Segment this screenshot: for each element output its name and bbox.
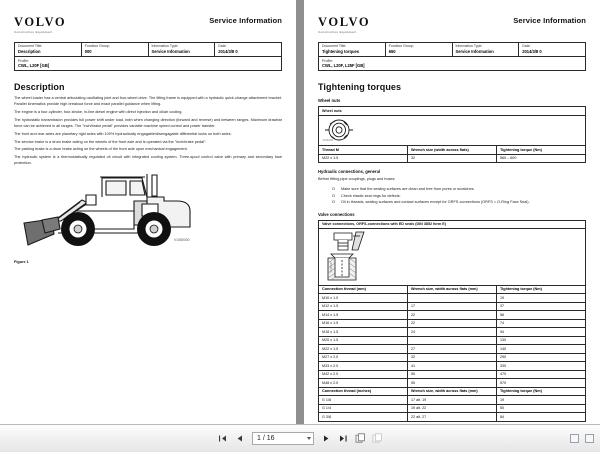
- table-row: [319, 115, 586, 146]
- description-paragraph: The front and rear axles are planetary rigid axles with 100% hydraulically engagable/disengagable differential locks on both axles.: [14, 131, 232, 136]
- page-number-value[interactable]: 1 / 16: [257, 434, 275, 442]
- column-header: Wrench size, width across flats (mm): [408, 387, 497, 396]
- meta-cell-information-type: [148, 42, 215, 56]
- page-title: Description: [14, 82, 65, 93]
- description-paragraph: The hydraulic system is a thermostatically regulated oil circuit with integrated cooling system. Three-spool control valve with primary and secondary fuse protection.: [14, 155, 282, 166]
- list-item: [318, 199, 586, 205]
- cell-thread: M14 x 1.5: [319, 311, 408, 320]
- meta-label: Profile:: [18, 58, 29, 63]
- list-item-label: Oil in threads, sealing surfaces and contact surfaces except for ORFS-connections (ORFS = O-Ring Face Seal).: [341, 200, 530, 205]
- figure-caption: Figure 1: [14, 260, 29, 265]
- meta-value: Service Information: [151, 48, 190, 54]
- valve-diagram-cell: [319, 229, 586, 286]
- cell-thread: M27 x 2.0: [319, 353, 408, 362]
- wheel-nuts-table: [318, 106, 586, 163]
- last-page-icon: [339, 434, 348, 443]
- description-paragraph: The wheel loader has a central articulating oscillating joint and four-wheel drive. The lifting frame is equipped with a hydraulic quick-change attachment bracket. Parallel kinematics provide high breakout force and exact parallel guidance when lifting.: [14, 96, 282, 107]
- table-row: [319, 57, 586, 71]
- cell-wrench-size: 55: [408, 379, 497, 388]
- meta-label: Profile:: [322, 58, 333, 63]
- meta-cell-document-title: [319, 42, 386, 56]
- table-row: [319, 220, 586, 229]
- cell-thread: M22 x 1.5: [319, 154, 408, 163]
- table-row: [319, 370, 586, 379]
- table-row: [319, 229, 586, 286]
- cell-torque: 140: [497, 345, 586, 354]
- hydraulic-intro: Before fitting pipe couplings, plugs and hoses:: [318, 177, 396, 182]
- volvo-tagline: Construction Equipment: [14, 30, 53, 34]
- column-header: Tightening torque (Nm): [497, 146, 586, 155]
- cell-wrench-size: [408, 294, 497, 303]
- cell-thread: M16 x 1.5: [319, 319, 408, 328]
- table-row: [319, 379, 586, 388]
- list-item-label: Check elastic seal rings for defects.: [341, 193, 401, 198]
- cell-wrench-size: 22: [408, 311, 497, 320]
- volvo-brand-right: [318, 16, 370, 34]
- cell-torque: 570: [497, 379, 586, 388]
- column-header: Wrench size (width across flats): [408, 146, 497, 155]
- cell-torque: 19: [497, 396, 586, 405]
- document-meta-table-left: [14, 42, 282, 71]
- column-header: Tightening torque (Nm): [497, 285, 586, 294]
- volvo-tagline: Construction Equipment: [318, 30, 357, 34]
- meta-label: Document Title:: [18, 44, 43, 49]
- table-row: [319, 413, 586, 422]
- cell-thread: M22 x 1.5: [319, 345, 408, 354]
- cell-torque: 56: [497, 311, 586, 320]
- meta-value: Service Information: [455, 48, 494, 54]
- column-header: Connection thread (inches): [319, 387, 408, 396]
- description-paragraph: The parking brake is a drum brake acting on the wheels of the front axle upon mechanical engagement.: [14, 147, 188, 152]
- table-row: [319, 294, 586, 303]
- cell-thread: M18 x 1.5: [319, 328, 408, 337]
- meta-label: Date:: [218, 44, 227, 49]
- wheel-front-icon: [61, 212, 95, 246]
- hydraulic-connections-heading: Hydraulic connections, general: [318, 169, 381, 175]
- meta-cell-function-group: [81, 42, 148, 56]
- volvo-brand-left: [14, 16, 66, 34]
- chevron-down-icon[interactable]: [307, 437, 311, 440]
- page-header-right: [318, 16, 586, 34]
- cell-torque: 84: [497, 413, 586, 422]
- next-page-button[interactable]: [320, 432, 333, 445]
- meta-value: 000: [84, 48, 92, 54]
- wheel-rear-icon: [137, 212, 171, 246]
- volvo-logo: VOLVO: [14, 15, 67, 29]
- table-row: [319, 345, 586, 354]
- cell-torque: 330: [497, 362, 586, 371]
- table-row: [319, 107, 586, 116]
- meta-cell-date: [215, 42, 282, 56]
- cell-torque: 130: [497, 336, 586, 345]
- valve-connection-diagram-icon: [322, 230, 392, 282]
- table-row: [319, 353, 586, 362]
- list-item-label: Make sure that the sealing surfaces are clean and free from pores or scratches.: [341, 187, 475, 192]
- meta-label: Document Title:: [322, 44, 347, 49]
- volvo-logo: VOLVO: [318, 15, 371, 29]
- cell-wrench-size: 27: [408, 345, 497, 354]
- column-header: Wrench size, width across flats (mm): [408, 285, 497, 294]
- cell-thread: G 3/8: [319, 413, 408, 422]
- cell-torque: 560 – 600: [497, 154, 586, 163]
- cell-wrench-size: 24: [408, 328, 497, 337]
- cell-thread: M10 x 1.0: [319, 294, 408, 303]
- meta-cell-profile: [319, 57, 586, 71]
- view-mode-group: [570, 434, 594, 443]
- bullet-marker-icon: O: [332, 187, 335, 192]
- cell-torque: 19: [497, 294, 586, 303]
- wheel-loader-icon: [14, 171, 282, 247]
- meta-value: Tightening torques: [322, 48, 359, 54]
- cell-thread: M42 x 2.0: [319, 370, 408, 379]
- cell-torque: 37: [497, 302, 586, 311]
- wheel-nuts-heading: Wheel nuts: [318, 98, 341, 104]
- cell-wrench-size: 17 alt. 19: [408, 396, 497, 405]
- copy-page-icon: [355, 433, 366, 444]
- meta-label: Function Group:: [388, 44, 414, 49]
- cell-wrench-size: 17: [408, 302, 497, 311]
- cell-thread: M12 x 1.5: [319, 302, 408, 311]
- meta-value: CWL, L20F, L25F [GB]: [322, 62, 365, 68]
- first-page-button[interactable]: [216, 432, 229, 445]
- page-title: Tightening torques: [318, 82, 402, 93]
- meta-value: CWL, L20F [GB]: [18, 62, 50, 68]
- next-page-icon: [322, 434, 331, 443]
- cell-wrench-size: 32: [408, 353, 497, 362]
- meta-value: Description: [18, 48, 41, 54]
- table-row: [15, 57, 282, 71]
- cell-torque: 50: [497, 404, 586, 413]
- table-row: [319, 362, 586, 371]
- cell-thread: M20 x 1.5: [319, 336, 408, 345]
- column-header: Thread M: [319, 146, 408, 155]
- hydraulic-bullet-list: [318, 186, 586, 205]
- document-meta-table-right: [318, 42, 586, 71]
- cell-wrench-size: 19 alt. 22: [408, 404, 497, 413]
- table-row: [319, 396, 586, 405]
- wheel-nut-icon: [322, 117, 356, 143]
- wheel-nut-image-cell: [319, 115, 586, 146]
- table-row: [319, 328, 586, 337]
- single-page-view-icon[interactable]: [570, 434, 579, 443]
- copy-page-button[interactable]: [354, 432, 367, 445]
- meta-label: Information Type:: [455, 44, 483, 49]
- meta-cell-function-group: [385, 42, 452, 56]
- bullet-marker-icon: O: [332, 193, 335, 198]
- meta-cell-document-title: [15, 42, 82, 56]
- column-header: Connection thread (mm): [319, 285, 408, 294]
- table-caption: Valve connections, ORFS-connections with ED seals (DIN 3852 form E): [319, 220, 586, 229]
- previous-page-button[interactable]: [233, 432, 246, 445]
- copy-alt-icon: [372, 433, 383, 444]
- copy-alt-button[interactable]: [371, 432, 384, 445]
- dual-page-view-icon[interactable]: [585, 434, 594, 443]
- bullet-marker-icon: O: [332, 200, 335, 205]
- meta-cell-profile: [15, 57, 282, 71]
- meta-label: Date:: [522, 44, 531, 49]
- last-page-button[interactable]: [337, 432, 350, 445]
- meta-value: 2014/3/8 0: [522, 48, 542, 54]
- cell-wrench-size: 50: [408, 370, 497, 379]
- cell-torque: 290: [497, 353, 586, 362]
- cell-torque: 470: [497, 370, 586, 379]
- meta-value: 2014/3/8 0: [218, 48, 238, 54]
- cell-torque: 94: [497, 328, 586, 337]
- table-row: [319, 311, 586, 320]
- cell-thread: M48 x 2.0: [319, 379, 408, 388]
- column-header: Tightening torque (Nm): [497, 387, 586, 396]
- table-row: [319, 42, 586, 56]
- previous-page-icon: [235, 434, 244, 443]
- table-row: [319, 336, 586, 345]
- table-row: [15, 42, 282, 56]
- description-paragraph: The hydrostatic transmission provides full power shift under load, both when changing direction (forward and reverse) and between ranges. Maximum drawbar force can be achieved in all ranges. The "inch/brake pedal" provides variable machine speed control and power transfer.: [14, 117, 282, 128]
- table-caption: Wheel nuts: [319, 107, 586, 116]
- valve-connections-table: [318, 220, 586, 422]
- meta-value: 650: [388, 48, 396, 54]
- meta-label: Function Group:: [84, 44, 110, 49]
- cell-wrench-size: 32: [408, 154, 497, 163]
- cell-thread: M33 x 2.0: [319, 362, 408, 371]
- service-information-label: Service Information: [513, 16, 586, 25]
- table-row: [319, 302, 586, 311]
- document-page-left[interactable]: [0, 0, 296, 424]
- meta-cell-date: [519, 42, 586, 56]
- table-row: [319, 404, 586, 413]
- cell-torque: 74: [497, 319, 586, 328]
- meta-label: Information Type:: [151, 44, 179, 49]
- figure-watermark: V1080000: [174, 238, 190, 243]
- valve-connections-heading: Valve connections: [318, 211, 355, 217]
- viewer-toolbar: [0, 424, 600, 452]
- svg-text:V1064321: V1064321: [322, 138, 334, 142]
- page-navigation-group: [0, 432, 600, 445]
- cell-wrench-size: 41: [408, 362, 497, 371]
- table-row: [319, 146, 586, 155]
- table-row: [319, 154, 586, 163]
- cell-thread: G 1/8: [319, 396, 408, 405]
- cell-wrench-size: 22: [408, 319, 497, 328]
- meta-cell-information-type: [452, 42, 519, 56]
- first-page-icon: [218, 434, 227, 443]
- description-paragraph: The service brake is a drum brake acting on the wheels of the front axle and is operated via the "inch/brake pedal".: [14, 139, 207, 144]
- table-row: [319, 387, 586, 396]
- page-number-input[interactable]: [252, 432, 314, 445]
- page-header-left: [14, 16, 282, 34]
- cell-thread: G 1/4: [319, 404, 408, 413]
- table-row: [319, 319, 586, 328]
- description-paragraph: The engine is a four-cylinder, four-stroke, in-line diesel engine with direct injection and oil/air cooling.: [14, 110, 183, 115]
- cell-wrench-size: [408, 336, 497, 345]
- document-page-right[interactable]: [304, 0, 600, 424]
- table-row: [319, 285, 586, 294]
- cell-wrench-size: 22 alt. 27: [408, 413, 497, 422]
- svg-text:V1065477: V1065477: [330, 261, 333, 273]
- figure-wheel-loader: [14, 171, 282, 264]
- service-information-label: Service Information: [209, 16, 282, 25]
